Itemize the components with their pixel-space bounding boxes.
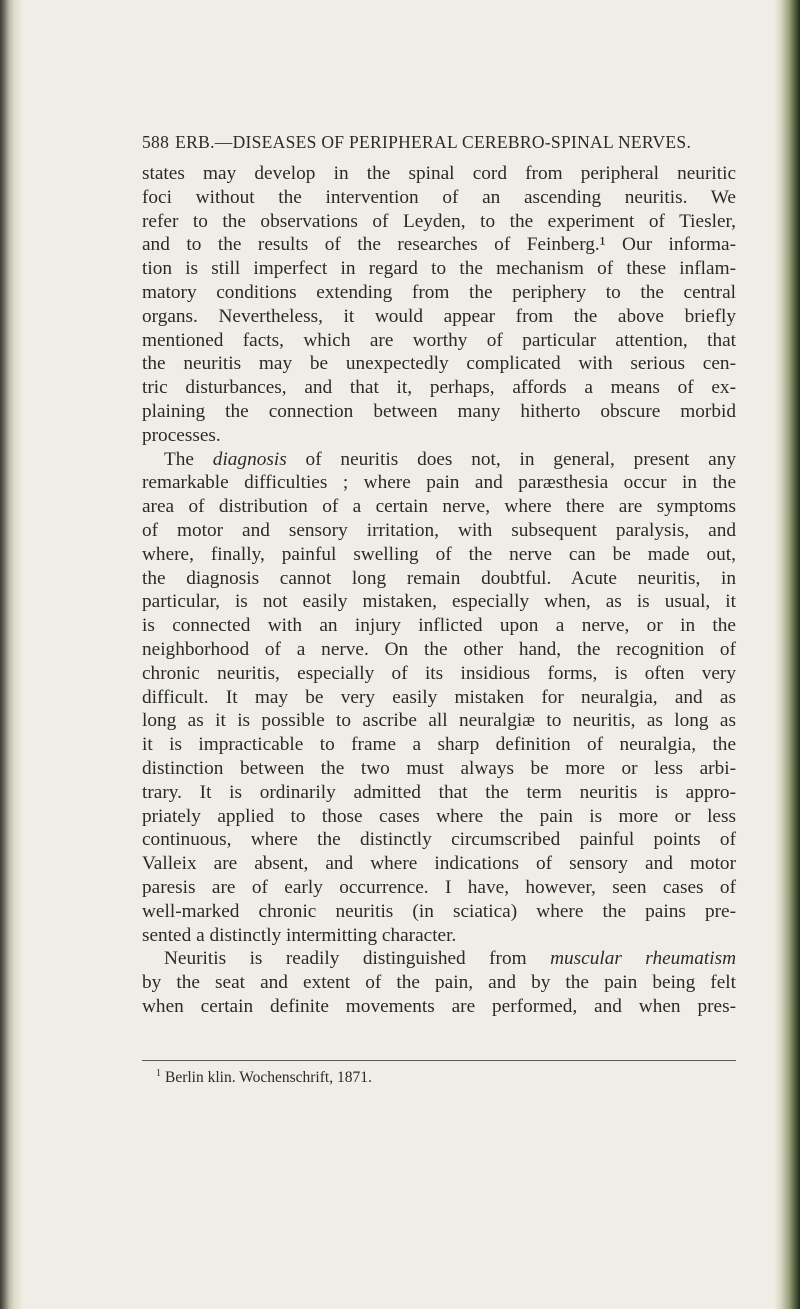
text-line: refer to the observations of Leyden, to the experiment of Tiesler, <box>142 210 736 232</box>
scan-edge-left <box>0 0 22 1309</box>
book-page <box>142 128 736 1019</box>
text-line: when certain definite movements are performed, and when pres- <box>142 995 736 1017</box>
text-line: chronic neuritis, especially of its insidious forms, is often very <box>142 662 736 684</box>
text-line: foci without the intervention of an ascending neuritis. We <box>142 186 736 208</box>
text-line: distinction between the two must always be more or less arbi- <box>142 757 736 779</box>
text-line: where, finally, painful swelling of the nerve can be made out, <box>142 543 736 565</box>
text-line: particular, is not easily mistaken, especially when, as is usual, it <box>142 591 736 613</box>
text-line: of motor and sensory irritation, with subsequent paralysis, and <box>142 519 736 541</box>
text-line: paresis are of early occurrence. I have, however, seen cases of <box>142 876 736 898</box>
footnote-text: Berlin klin. Wochenschrift, 1871. <box>165 1069 372 1087</box>
text-line: sented a distinctly intermitting character. <box>142 924 457 946</box>
running-header <box>142 128 736 156</box>
text-line: and to the results of the researches of Feinberg.¹ Our informa- <box>142 234 736 256</box>
text-line: tric disturbances, and that it, perhaps, affords a means of ex- <box>142 377 736 399</box>
text-line: organs. Nevertheless, it would appear from the above briefly <box>142 305 736 327</box>
text-line: the diagnosis cannot long remain doubtful. Acute neuritis, in <box>142 567 736 589</box>
text-line: trary. It is ordinarily admitted that the term neuritis is appro- <box>142 781 736 803</box>
italic-term: muscular rheumatism <box>550 948 736 970</box>
text-line: it is impracticable to frame a sharp definition of neuralgia, the <box>142 734 736 756</box>
body-text <box>142 162 736 1019</box>
footnote-marker: 1 <box>156 1068 161 1079</box>
text-line: processes. <box>142 424 221 446</box>
text-line: area of distribution of a certain nerve, where there are symptoms <box>142 496 736 518</box>
text-line: by the seat and extent of the pain, and by the pain being felt <box>142 972 736 994</box>
running-title: ERB.—DISEASES OF PERIPHERAL CEREBRO-SPINAL NERVES. <box>175 132 692 152</box>
page-number: 588 <box>142 132 170 152</box>
scan-edge-right <box>774 0 800 1309</box>
text-line <box>142 448 736 472</box>
italic-term: diagnosis <box>212 448 287 470</box>
text-run: The <box>164 448 213 470</box>
footnote <box>156 1068 372 1087</box>
text-line: difficult. It may be very easily mistaken for neuralgia, and as <box>142 686 736 708</box>
text-line: neighborhood of a nerve. On the other hand, the recognition of <box>142 638 736 660</box>
text-line: plaining the connection between many hitherto obscure morbid <box>142 400 736 422</box>
text-line: priately applied to those cases where the pain is more or less <box>142 805 736 827</box>
text-line: tion is still imperfect in regard to the mechanism of these inflam- <box>142 258 736 280</box>
text-run: of neuritis does not, in general, present any <box>286 448 737 470</box>
text-line: the neuritis may be unexpectedly complicated with serious cen- <box>142 353 736 375</box>
text-line: well-marked chronic neuritis (in sciatica) where the pains pre- <box>142 900 736 922</box>
text-run: Neuritis is readily distinguished from <box>164 948 551 970</box>
text-line: remarkable difficulties ; where pain and paræsthesia occur in the <box>142 472 736 494</box>
text-line: mentioned facts, which are worthy of particular attention, that <box>142 329 736 351</box>
text-line: matory conditions extending from the periphery to the central <box>142 281 736 303</box>
text-line: Valleix are absent, and where indications of sensory and motor <box>142 853 736 875</box>
text-line: continuous, where the distinctly circumscribed painful points of <box>142 829 736 851</box>
text-line <box>142 947 736 971</box>
text-line: long as it is possible to ascribe all neuralgiæ to neuritis, as long as <box>142 710 736 732</box>
text-line: is connected with an injury inflicted upon a nerve, or in the <box>142 615 736 637</box>
footnote-rule <box>142 1060 736 1061</box>
text-line: states may develop in the spinal cord from peripheral neuritic <box>142 163 736 184</box>
